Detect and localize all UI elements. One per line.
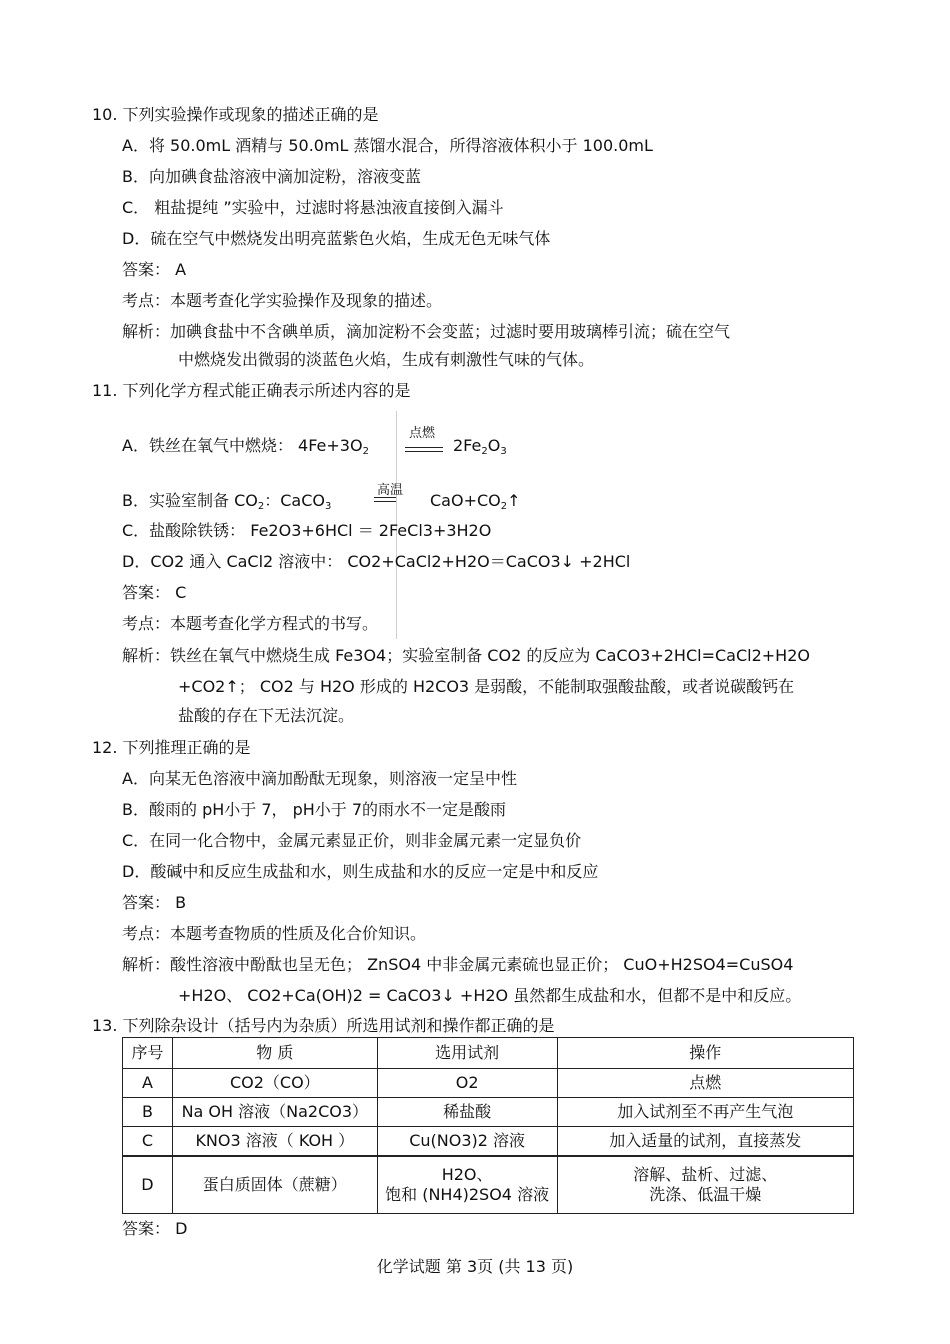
- table-cell: CO2（CO）: [172, 1069, 377, 1098]
- q13-title: 13. 下列除杂设计（括号内为杂质）所选用试剂和操作都正确的是: [92, 1016, 555, 1035]
- q11-b-condition: 高温: [377, 483, 404, 498]
- q11-option-b-left: B．实验室制备 $CO_2$：CaCO$_3$: [122, 491, 332, 512]
- table-cell: A: [123, 1069, 173, 1098]
- q11-analysis-line1: 解析：铁丝在氧气中燃烧生成 Fe3O4；实验室制备 CO2 的反应为 CaCO3+2HCl=CaCl2+H2O: [122, 646, 810, 665]
- q11-option-c: C．盐酸除铁锈： Fe2O3+6HCl ＝ 2FeCl3+3H2O: [122, 521, 492, 540]
- q10-title: 10. 下列实验操作或现象的描述正确的是: [92, 105, 379, 124]
- q12-option-d: D．酸碱中和反应生成盐和水，则生成盐和水的反应一定是中和反应: [122, 862, 599, 881]
- q11-option-b-right: $CaO+CO_2↑$: [430, 491, 521, 512]
- q10-analysis-line1: 解析：加碘食盐中不含碘单质，滴加淀粉不会变蓝；过滤时要用玻璃棒引流；硫在空气: [122, 322, 731, 341]
- q11-answer: 答案： C: [122, 583, 187, 602]
- q11-point: 考点：本题考查化学方程式的书写。: [122, 614, 379, 633]
- q11-option-a-left: [122, 435, 369, 463]
- q11-a-condition: 点燃: [409, 426, 436, 441]
- table-cell: KNO3 溶液（ KOH ）: [172, 1127, 377, 1157]
- q11-a-sub1: 2: [362, 446, 369, 457]
- q12-analysis-line1: 解析：酸性溶液中酚酞也呈无色； ZnSO4 中非金属元素硫也显正价； CuO+H2SO4=CuSO4: [122, 955, 794, 974]
- q12-option-c: C．在同一化合物中，金属元素显正价，则非金属元素一定显负价: [122, 831, 582, 850]
- table-cell: D: [123, 1156, 173, 1214]
- table-header-cell: 物 质: [172, 1038, 377, 1069]
- reagent-line2: 饱和 (NH4)2SO4 溶液: [385, 1185, 550, 1204]
- table-row: [123, 1098, 854, 1127]
- operation-line2: 洗涤、低温干燥: [649, 1185, 762, 1204]
- table-cell: 稀盐酸: [377, 1098, 557, 1127]
- q12-answer: 答案： B: [122, 893, 187, 912]
- table-cell: 加入适量的试剂，直接蒸发: [557, 1127, 853, 1157]
- purification-table: [122, 1037, 854, 1214]
- q11-option-d: D．CO2 通入 CaCl2 溶液中： CO2+CaCl2+H2O＝CaCO3↓ +2HCl: [122, 552, 631, 571]
- q11-title: 11. 下列化学方程式能正确表示所述内容的是: [92, 381, 411, 400]
- q11-analysis-line2: +CO2↑； CO2 与 H2O 形成的 H2CO3 是弱酸，不能制取强酸盐酸，或者说碳酸钙在: [178, 677, 795, 696]
- q10-answer: 答案： A: [122, 260, 187, 279]
- table-row: [123, 1127, 854, 1157]
- q12-option-a: A．向某无色溶液中滴加酚酞无现象，则溶液一定呈中性: [122, 769, 517, 788]
- q11-analysis-line3: 盐酸的存在下无法沉淀。: [178, 706, 355, 725]
- table-cell: B: [123, 1098, 173, 1127]
- table-header-cell: 序号: [123, 1038, 173, 1069]
- table-cell: O2: [377, 1069, 557, 1098]
- q10-option-c: C． 粗盐提纯 ”实验中，过滤时将悬浊液直接倒入漏斗: [122, 198, 504, 217]
- q12-option-b: B．酸雨的 pH小于 7， pH小于 7的雨水不一定是酸雨: [122, 800, 507, 819]
- table-cell: 点燃: [557, 1069, 853, 1098]
- q10-analysis-line2: 中燃烧发出微弱的淡蓝色火焰，生成有刺激性气味的气体。: [178, 350, 595, 369]
- table-cell: C: [123, 1127, 173, 1157]
- q11-a-equals-bar-top: [405, 447, 443, 448]
- q12-point: 考点：本题考查物质的性质及化合价知识。: [122, 924, 427, 943]
- q10-option-b: B．向加碘食盐溶液中滴加淀粉，溶液变蓝: [122, 167, 421, 186]
- q10-point: 考点：本题考查化学实验操作及现象的描述。: [122, 291, 443, 310]
- q11-b-equals-bar-top: [374, 497, 396, 498]
- q10-option-d: D．硫在空气中燃烧发出明亮蓝紫色火焰，生成无色无味气体: [122, 229, 551, 248]
- table-cell: 加入试剂至不再产生气泡: [557, 1098, 853, 1127]
- table-cell: Na OH 溶液（Na2CO3）: [172, 1098, 377, 1127]
- table-cell-operation: [557, 1156, 853, 1214]
- q12-title: 12. 下列推理正确的是: [92, 738, 251, 757]
- table-header-cell: 选用试剂: [377, 1038, 557, 1069]
- q11-a-equals-bar-bottom: [405, 451, 443, 452]
- q12-analysis-line2: +H2O、 CO2+Ca(OH)2 = CaCO3↓ +H2O 虽然都生成盐和水，但都不是中和反应。: [178, 986, 802, 1005]
- table-row: [123, 1069, 854, 1098]
- table-cell-reagent: [377, 1156, 557, 1214]
- operation-line1: 溶解、盐析、过滤、: [633, 1165, 778, 1184]
- table-cell: Cu(NO3)2 溶液: [377, 1127, 557, 1157]
- table-header-row: [123, 1038, 854, 1069]
- q11-a-text: A．铁丝在氧气中燃烧： 4Fe+3O: [122, 436, 363, 455]
- q13-answer: 答案： D: [122, 1219, 188, 1238]
- page-footer: 化学试题 第 3页 (共 13 页): [376, 1257, 574, 1276]
- q11-b-equals-bar-bottom: [374, 501, 396, 502]
- table-cell: 蛋白质固体（蔗糖）: [172, 1156, 377, 1214]
- table-header-cell: 操作: [557, 1038, 853, 1069]
- reagent-line1: H2O、: [441, 1165, 493, 1184]
- q10-option-a: A．将 50.0mL 酒精与 50.0mL 蒸馏水混合，所得溶液体积小于 100.0mL: [122, 136, 653, 155]
- q11-option-a-right: $2Fe_2O_3$: [453, 436, 507, 457]
- table-row-d: [123, 1156, 854, 1214]
